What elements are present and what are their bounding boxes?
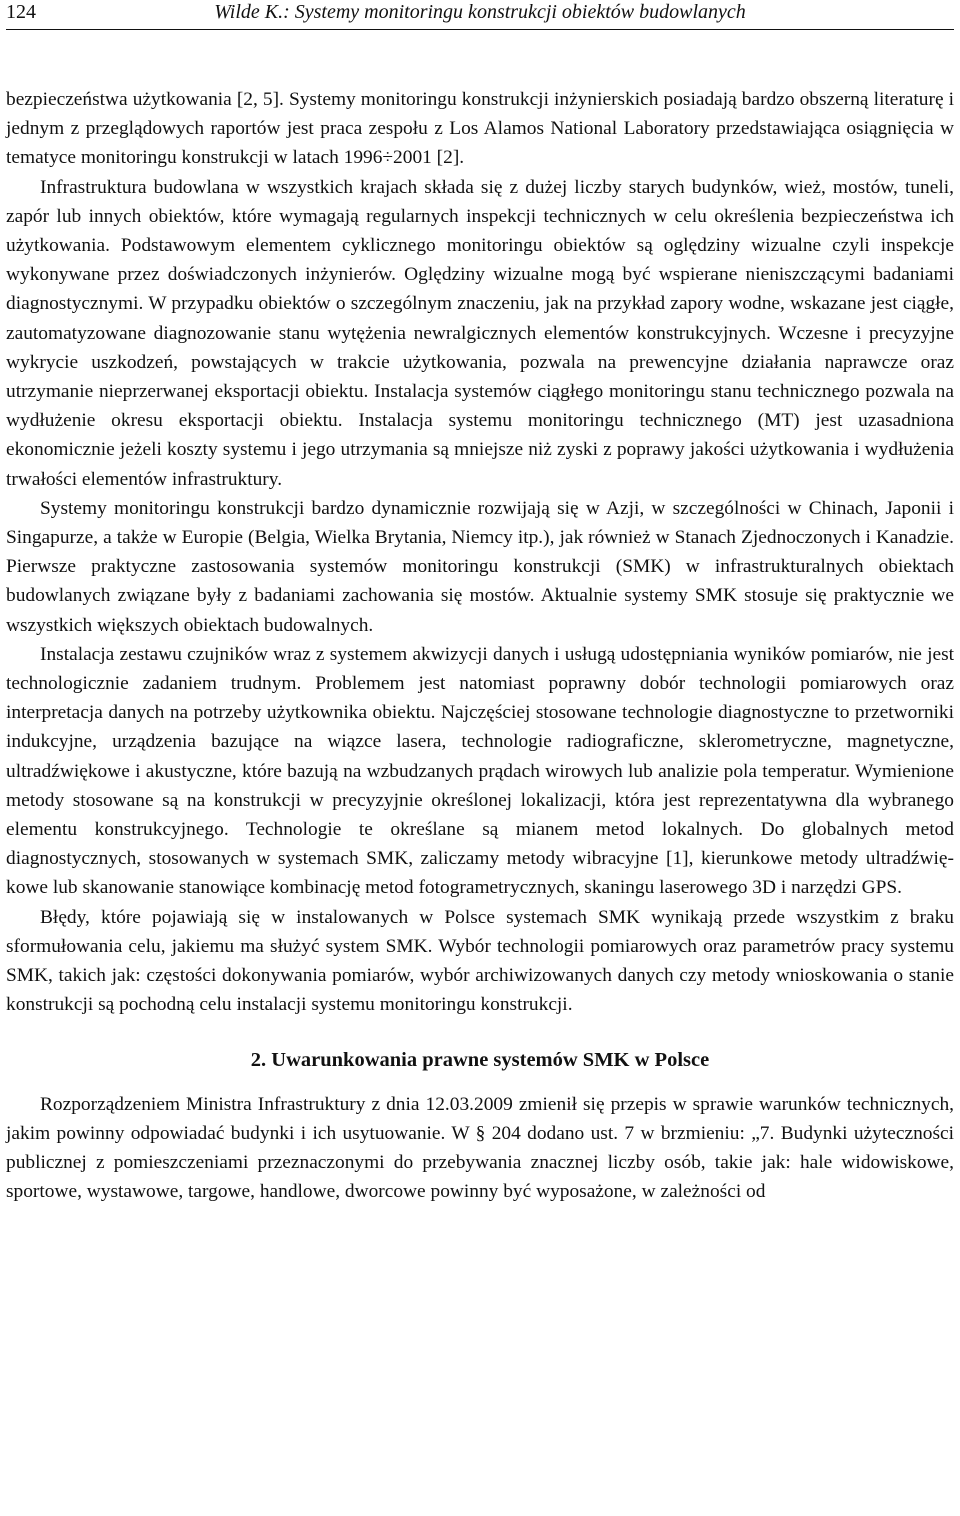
paragraph: Błędy, które pojawiają się w instalowanych w Polsce systemach SMK wynikają przede wszystkim z braku sformułowania celu, jakiemu ma służyć system SMK. Wybór technologii pomiarowych oraz parametrów pracy systemu SMK, takich jak: częstości dokonywania pomiarów, wybór archiwizowanych danych czy metody wnioskowania o stanie konstrukcji są pochodną celu instalacji systemu monitoringu konstrukcji. bbox=[6, 906, 954, 1016]
paragraph: Systemy monitoringu konstrukcji bardzo dynamicznie rozwijają się w Azji, w szczególności w Chinach, Japonii i Singapurze, a także w Europie (Belgia, Wielka Brytania, Niemcy itp.), jak również w Stanach Zjednoczonych i Kanadzie. Pierwsze praktyczne zastosowania systemów monitoringu konstrukcji (SMK) w infrastrukturalnych obiektach budowlanych związane były z badaniami zachowania się mostów. Aktualnie systemy SMK stosuje się praktycznie we wszystkich większych obiektach budowalnych. bbox=[6, 497, 954, 636]
section-heading: 2. Uwarunkowania prawne systemów SMK w Polsce bbox=[250, 1048, 710, 1071]
running-title: Wilde K.: Systemy monitoringu konstrukcji obiektów budowlanych bbox=[214, 1, 746, 23]
paragraph: Infrastruktura budowlana w wszystkich krajach składa się z dużej liczby starych budynków, wież, mostów, tuneli, zapór lub innych obiektów, które wymagają regularnych inspekcji technicznych w celu określenia bezpieczeństwa ich użytkowania. Podstawowym elementem cyklicznego monitoringu obiektów są oględziny wizualne czyli inspekcje wykonywane przez doświadczonych inżynierów. Oględziny wizualne mogą być wspierane nieniszczącymi badaniami diagnostycznymi. W przypadku obiektów o szczególnym znaczeniu, jak na przykład zapory wodne, wskazane jest ciągłe, zautomatyzowane diagnozowanie stanu wytężenia newralgicznych elementów konstrukcyjnych. Wczesne i precyzyjne wykrycie uszkodzeń, powstających w trakcie użytkowania, pozwala na prewencyjne działania naprawcze oraz utrzymanie nieprzerwanej eksportacji obiektu. Instalacja systemów ciągłego monitoringu stanu technicznego pozwala na wydłużenie okresu eksportacji obiektu. Instalacja systemu monitoringu technicznego (MT) jest uzasadniona ekonomicznie jeżeli koszty systemu i jego utrzymania są mniejsze niż zyski z poprawy jakości użytkowania i wydłużenia trwałości elementów infrastruktury. bbox=[6, 176, 954, 490]
running-header bbox=[6, 0, 954, 30]
document-body bbox=[6, 85, 954, 1207]
paragraph: Instalacja zestawu czujników wraz z systemem akwizycji danych i usługą udostępniania wyników pomiarów, nie jest technologicznie zadaniem trudnym. Problemem jest natomiast poprawny dobór technologii pomiarowych oraz interpretacja danych na potrzeby użytkownika obiektu. Najczęściej stosowane technologie diagnostyczne to przetworniki indukcyjne, urządzenia bazujące na wiązce lasera, technologie radiograficzne, sklerometryczne, magnetyczne, ultradźwiękowe i akustyczne, które bazują na wzbudzanych prądach wirowych lub analizie pola temperatur. Wymienione metody stosowane są na konstrukcji w precyzyjnie określonej lokalizacji, która jest reprezentatywna dla wybranego elementu konstrukcyjnego. Technologie te określane są mianem metod lokalnych. Do globalnych metod diagnostycznych, stosowanych w systemach SMK, zaliczamy metody wibracyjne [1], kierunkowe metody ultradźwiękowe lub skanowanie stanowiące kombinację metod fotogrametrycznych, skaningu laserowego 3D i narzędzi GPS. bbox=[6, 643, 954, 899]
page-number: 124 bbox=[6, 1, 36, 23]
paragraph: Rozporządzeniem Ministra Infrastruktury z dnia 12.03.2009 zmienił się przepis w sprawie warunków technicznych, jakim powinny odpowiadać budynki i ich usytuowanie. W § 204 dodano ust. 7 w brzmieniu: „7. Budynki użyteczności publicznej z pomieszczeniami przeznaczonymi do przebywania znacznej liczby osób, takie jak: hale widowiskowe, sportowe, wystawowe, targowe, handlowe, dworcowe powinny być wyposażone, w zależności od bbox=[6, 1093, 954, 1203]
paragraph: bezpieczeństwa użytkowania [2, 5]. Systemy monitoringu konstrukcji inżynierskich posiadają bardzo obszerną literaturę i jednym z przeglądowych raportów jest praca zespołu z Los Alamos National Laboratory przedstawiająca osiągnięcia w tematyce monitoringu konstrukcji w latach 1996÷2001 [2]. bbox=[6, 89, 954, 169]
header-rule bbox=[6, 29, 954, 30]
